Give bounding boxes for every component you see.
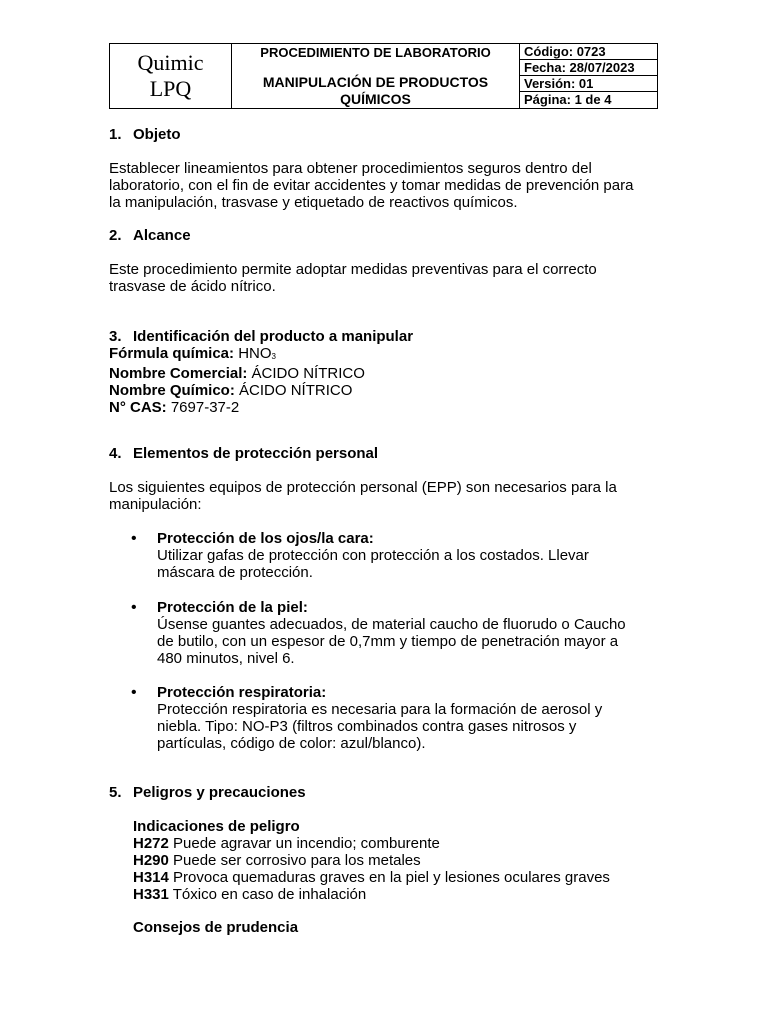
hazard-statement <box>133 869 658 886</box>
chemical-name-label: Nombre Químico: <box>109 382 235 399</box>
section-5-heading <box>109 784 658 801</box>
document-code: Código: 0723 <box>520 44 657 60</box>
section-2-body <box>109 261 658 295</box>
item-line: Úsense guantes adecuados, de material caucho de fluorudo o Caucho <box>157 616 626 633</box>
hazard-code: H314 <box>133 869 169 886</box>
paragraph-line: Este procedimiento permite adoptar medidas preventivas para el correcto <box>109 261 597 278</box>
logo-line-1: Quimic <box>137 50 204 75</box>
formula-subscript: 3 <box>271 352 276 361</box>
skin-protection-item <box>157 599 658 667</box>
document-title-line-2: QUÍMICOS <box>340 91 411 107</box>
header-title-cell <box>232 44 520 108</box>
cas-number-value: 7697-37-2 <box>170 399 240 416</box>
section-number: 4. <box>109 445 122 462</box>
formula-value: HNO <box>238 345 272 362</box>
bullet-icon <box>131 684 139 692</box>
hazard-statement <box>133 835 658 852</box>
commercial-name-value: ÁCIDO NÍTRICO <box>251 365 365 382</box>
formula-label: Fórmula química: <box>109 345 235 362</box>
section-3-heading <box>109 328 658 345</box>
item-line: máscara de protección. <box>157 564 313 581</box>
hazard-code: H331 <box>133 886 169 903</box>
section-title: Objeto <box>133 126 181 143</box>
hazard-code: H272 <box>133 835 169 852</box>
document-title <box>232 74 519 108</box>
item-title: Protección de los ojos/la cara: <box>157 530 374 547</box>
chemical-name-line <box>109 382 658 399</box>
company-logo <box>110 44 232 108</box>
item-line: Utilizar gafas de protección con protección a los costados. Llevar <box>157 547 589 564</box>
hazard-statements-title: Indicaciones de peligro <box>133 818 300 835</box>
cas-number-line <box>109 399 658 416</box>
respiratory-protection-item <box>157 684 658 752</box>
section-number: 1. <box>109 126 122 143</box>
precautionary-statements-title: Consejos de prudencia <box>133 919 299 936</box>
section-3 <box>109 328 658 416</box>
paragraph-line: Establecer lineamientos para obtener procedimientos seguros dentro del <box>109 160 592 177</box>
logo-line-2: LPQ <box>149 76 192 101</box>
paragraph-line: Los siguientes equipos de protección personal (EPP) son necesarios para la <box>109 479 617 496</box>
section-4-heading <box>109 445 658 462</box>
hazard-text: Provoca quemaduras graves en la piel y lesiones oculares graves <box>168 869 610 886</box>
eye-protection-item <box>157 530 658 581</box>
document-date: Fecha: 28/07/2023 <box>520 60 657 76</box>
hazard-text: Tóxico en caso de inhalación <box>168 886 367 903</box>
section-title: Peligros y precauciones <box>133 784 306 801</box>
section-title: Alcance <box>133 227 191 244</box>
section-number: 5. <box>109 784 122 801</box>
bullet-icon <box>131 599 139 607</box>
commercial-name-label: Nombre Comercial: <box>109 365 248 382</box>
section-2-heading <box>109 227 658 244</box>
section-4-intro <box>109 479 658 513</box>
item-title: Protección respiratoria: <box>157 684 327 701</box>
cas-number-label: N° CAS: <box>109 399 167 416</box>
hazard-text: Puede ser corrosivo para los metales <box>168 852 421 869</box>
section-title: Identificación del producto a manipular <box>133 328 414 345</box>
document-title-line-1: MANIPULACIÓN DE PRODUCTOS <box>262 74 489 90</box>
header-meta-cell <box>520 44 657 108</box>
bullet-icon <box>131 530 139 538</box>
section-number: 3. <box>109 328 122 345</box>
item-line: niebla. Tipo: NO-P3 (filtros combinados contra gases nitrosos y <box>157 718 577 735</box>
section-title: Elementos de protección personal <box>133 445 379 462</box>
document-page-number: Página: 1 de 4 <box>524 92 612 107</box>
document-type: PROCEDIMIENTO DE LABORATORIO <box>260 45 491 60</box>
item-line: partículas, código de color: azul/blanco). <box>157 735 426 752</box>
formula-line <box>109 345 658 365</box>
item-line: Protección respiratoria es necesaria para la formación de aerosol y <box>157 701 603 718</box>
section-1-heading <box>109 126 658 143</box>
item-title: Protección de la piel: <box>157 599 308 616</box>
hazard-statement <box>133 886 658 903</box>
paragraph-line: la manipulación, trasvase y etiquetado de reactivos químicos. <box>109 194 518 211</box>
item-line: 480 minutos, nivel 6. <box>157 650 295 667</box>
commercial-name-line <box>109 365 658 382</box>
document-header-table <box>109 43 658 109</box>
paragraph-line: trasvase de ácido nítrico. <box>109 278 276 295</box>
hazard-text: Puede agravar un incendio; comburente <box>168 835 440 852</box>
section-number: 2. <box>109 227 122 244</box>
section-1-body <box>109 160 658 211</box>
chemical-name-value: ÁCIDO NÍTRICO <box>239 382 353 399</box>
hazard-statement <box>133 852 658 869</box>
item-line: de butilo, con un espesor de 0,7mm y tiempo de penetración mayor a <box>157 633 619 650</box>
document-version: Versión: 01 <box>520 76 657 92</box>
paragraph-line: laboratorio, con el fin de evitar accidentes y tomar medidas de prevención para <box>109 177 634 194</box>
hazard-statements <box>133 818 658 903</box>
hazard-code: H290 <box>133 852 169 869</box>
paragraph-line: manipulación: <box>109 496 202 513</box>
